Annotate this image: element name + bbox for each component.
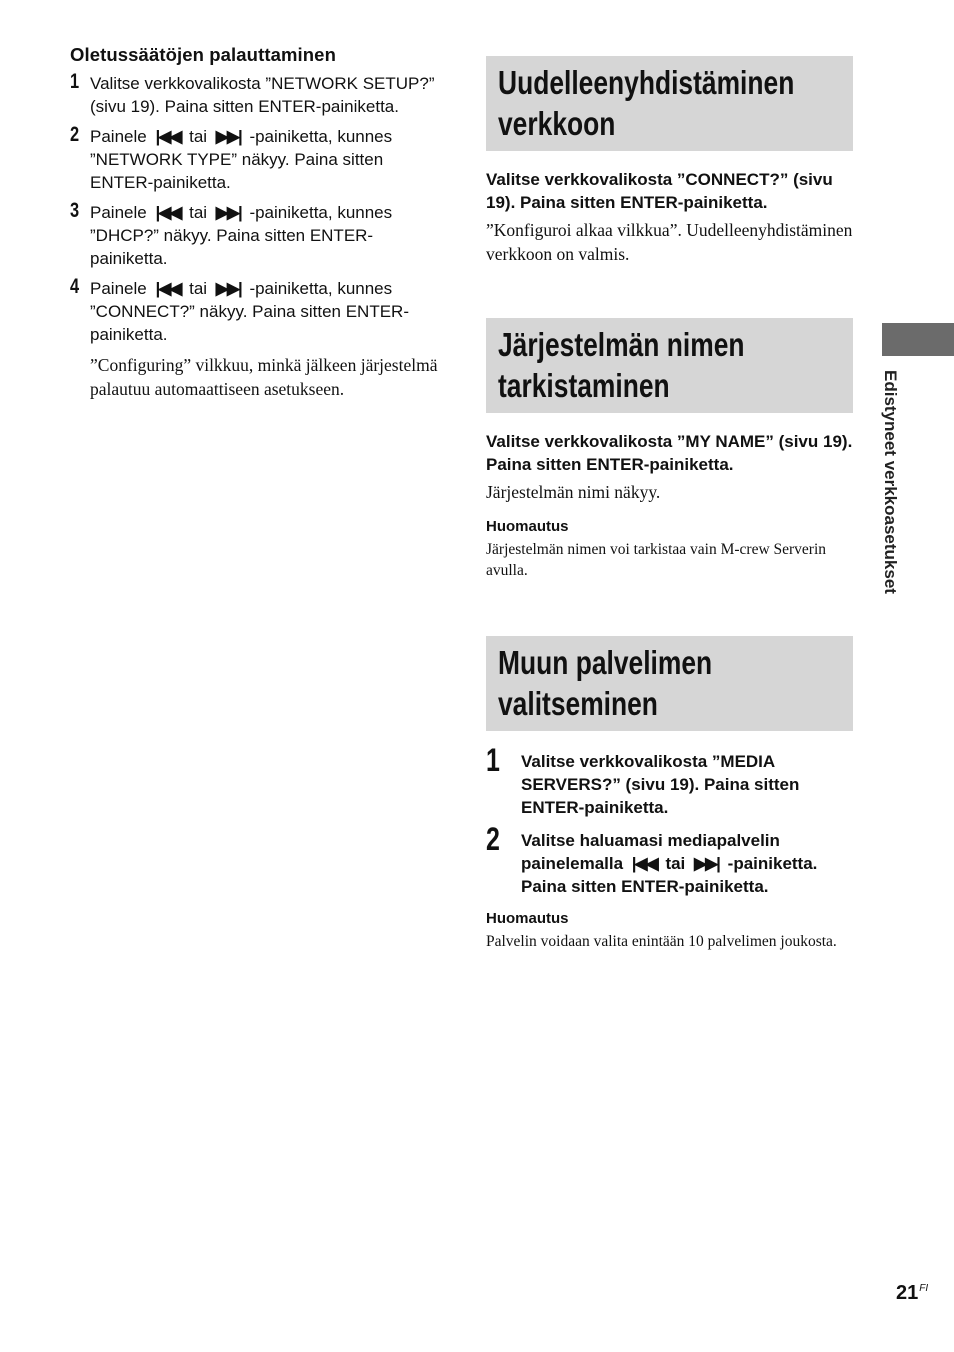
step-number: 2	[486, 821, 500, 857]
step-number: 4	[70, 275, 80, 298]
step-text: Valitse verkkovalikosta ”NETWORK SETUP?” (sivu 19). Paina sitten ENTER-painiketta.	[90, 74, 435, 116]
right-column	[486, 56, 853, 952]
next-track-icon: ▶▶|	[215, 279, 241, 298]
note-heading: Huomautus	[486, 518, 569, 535]
step-text: Valitse haluamasi mediapalvelin painelemalla |◀◀ tai ▶▶| -painiketta. Paina sitten ENTER-painiketta.	[521, 831, 818, 896]
step-number: 3	[70, 199, 80, 222]
section-title-reconnect: Uudelleenyhdistäminen verkkoon	[486, 56, 853, 151]
prev-track-icon: |◀◀	[155, 279, 181, 298]
note-text: Palvelin voidaan valita enintään 10 palvelimen joukosta.	[486, 933, 837, 950]
step-text: Painele |◀◀ tai ▶▶| -painiketta, kunnes ”DHCP?” näkyy. Paina sitten ENTER-painiketta.	[90, 203, 393, 268]
system-name-result: Järjestelmän nimi näkyy.	[486, 482, 661, 502]
next-track-icon: ▶▶|	[215, 127, 241, 146]
next-track-icon: ▶▶|	[215, 203, 241, 222]
prev-track-icon: |◀◀	[155, 127, 181, 146]
section-tab-marker	[882, 323, 954, 356]
step-2	[70, 125, 440, 194]
step-3	[70, 201, 440, 270]
left-column	[70, 44, 440, 401]
step-1	[70, 72, 440, 118]
server-step-2	[486, 821, 853, 898]
step-4-result: ”Configuring” vilkkuu, minkä jälkeen järjestelmä palautuu automaattiseen asetukseen.	[90, 355, 438, 399]
note-heading: Huomautus	[486, 910, 569, 927]
section-heading-reset: Oletussäätöjen palauttaminen	[70, 44, 336, 65]
reconnect-instruction: Valitse verkkovalikosta ”CONNECT?” (sivu 19). Paina sitten ENTER-painiketta.	[486, 170, 833, 212]
step-number: 1	[486, 742, 500, 778]
page-number: $21^{FI}$	[896, 1282, 929, 1304]
section-title-system-name: Järjestelmän nimen tarkistaminen	[486, 318, 853, 413]
section-title-other-server: Muun palvelimen valitseminen	[486, 636, 853, 731]
side-section-label: Edistyneet verkkoasetukset	[881, 370, 900, 594]
step-text: Painele |◀◀ tai ▶▶| -painiketta, kunnes ”CONNECT?” näkyy. Paina sitten ENTER-painiketta.	[90, 279, 409, 344]
server-step-1	[486, 742, 853, 819]
prev-track-icon: |◀◀	[155, 203, 181, 222]
next-track-icon: ▶▶|	[694, 854, 719, 873]
note-text: Järjestelmän nimen voi tarkistaa vain M-crew Serverin avulla.	[486, 541, 827, 579]
prev-track-icon: |◀◀	[631, 854, 657, 873]
step-number: 2	[70, 123, 80, 146]
step-4	[70, 277, 440, 346]
step-number: 1	[70, 70, 80, 93]
step-text: Valitse verkkovalikosta ”MEDIA SERVERS?” (sivu 19). Paina sitten ENTER-painiketta.	[521, 752, 800, 817]
step-text: Painele |◀◀ tai ▶▶| -painiketta, kunnes ”NETWORK TYPE” näkyy. Paina sitten ENTER-painiketta.	[90, 127, 393, 192]
system-name-instruction: Valitse verkkovalikosta ”MY NAME” (sivu 19). Paina sitten ENTER-painiketta.	[486, 432, 853, 474]
reconnect-result: ”Konfiguroi alkaa vilkkua”. Uudelleenyhdistäminen verkkoon on valmis.	[486, 220, 853, 264]
